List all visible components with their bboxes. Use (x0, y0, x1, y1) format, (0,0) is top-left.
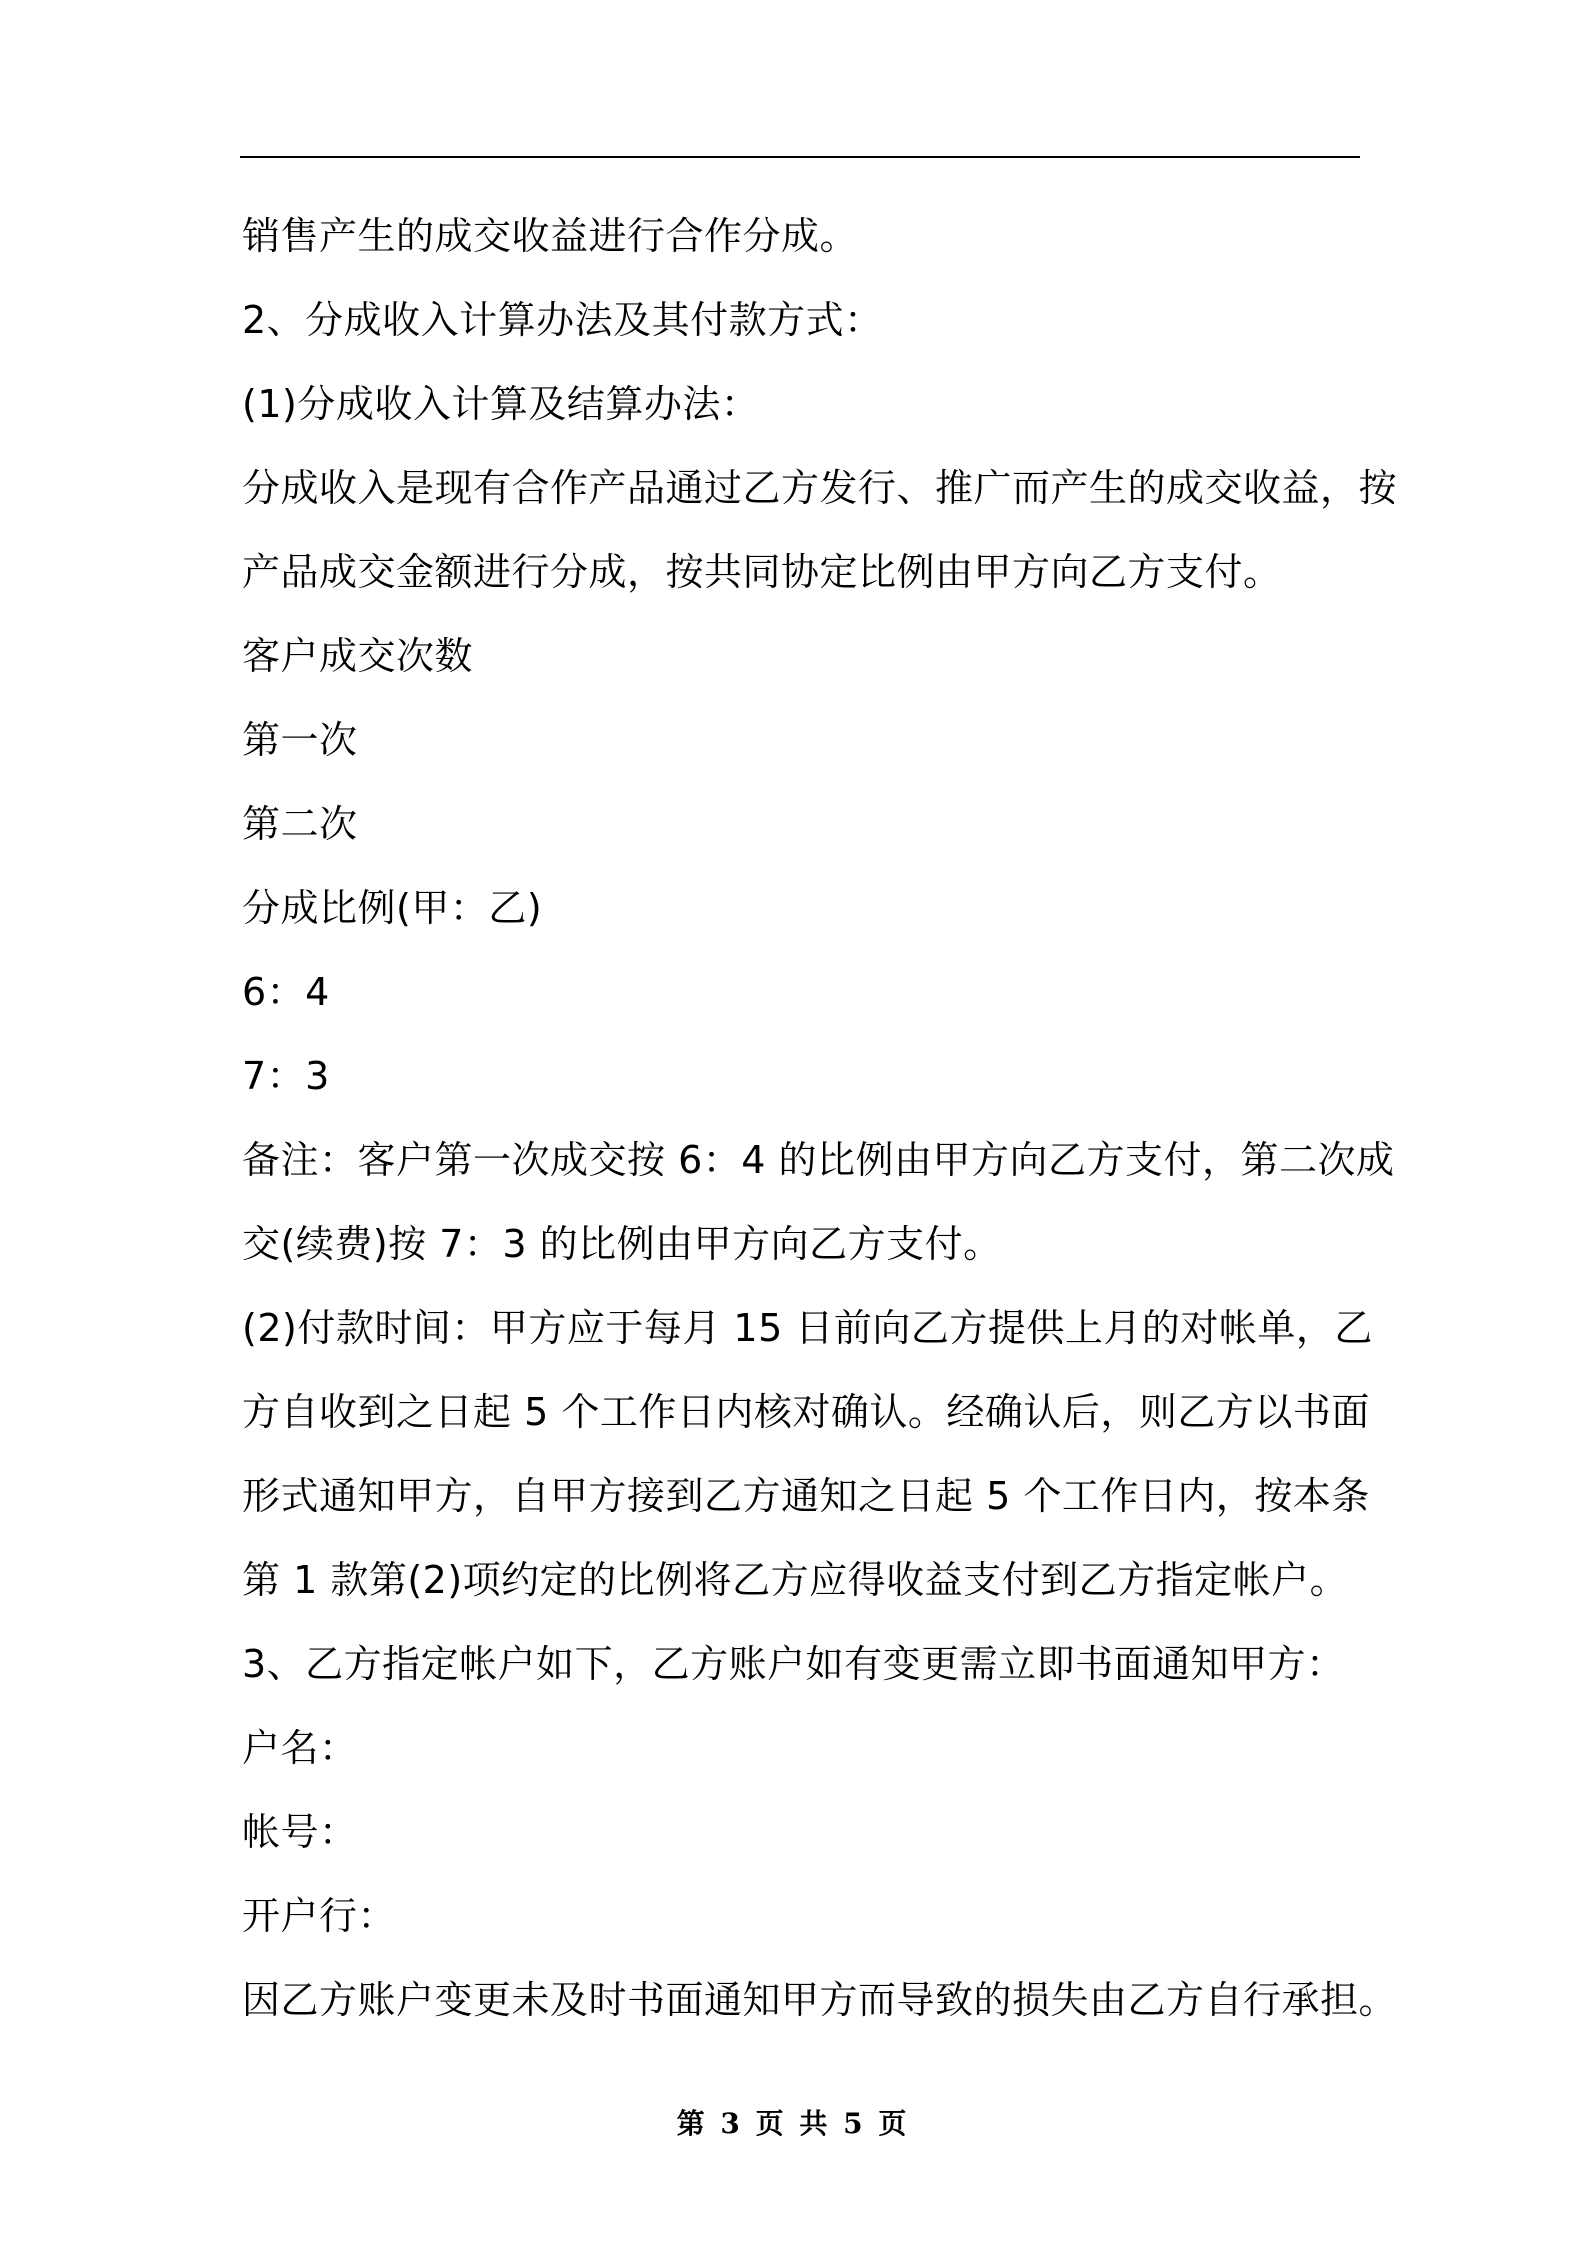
paragraph-line: 形式通知甲方，自甲方接到乙方通知之日起 5 个工作日内，按本条 (242, 1474, 1370, 1518)
page-number-footer: 第 3 页 共 5 页 (676, 2107, 910, 2140)
account-name-field: 户名： (242, 1726, 358, 1770)
header-divider (240, 156, 1360, 158)
paragraph-line: 方自收到之日起 5 个工作日内核对确认。经确认后，则乙方以书面 (242, 1390, 1370, 1434)
table-cell-first: 第一次 (242, 718, 358, 762)
table-cell-second: 第二次 (242, 802, 358, 846)
table-header-ratio: 分成比例(甲：乙) (242, 886, 543, 930)
paragraph-line: 分成收入是现有合作产品通过乙方发行、推广而产生的成交收益，按 (242, 466, 1398, 510)
table-header-count: 客户成交次数 (242, 634, 474, 678)
table-cell-ratio-first: 6：4 (242, 970, 330, 1014)
account-number-field: 帐号： (242, 1810, 358, 1854)
paragraph-line: 因乙方账户变更未及时书面通知甲方而导致的损失由乙方自行承担。 (242, 1978, 1398, 2022)
section-heading: 2、分成收入计算办法及其付款方式： (242, 298, 883, 342)
paragraph-line: 产品成交金额进行分成，按共同协定比例由甲方向乙方支付。 (242, 550, 1282, 594)
bank-field: 开户行： (242, 1894, 397, 1938)
document-body (242, 194, 1398, 2042)
remark-line: 备注：客户第一次成交按 6：4 的比例由甲方向乙方支付，第二次成 (242, 1138, 1395, 1182)
section-heading: 3、乙方指定帐户如下，乙方账户如有变更需立即书面通知甲方： (242, 1642, 1345, 1686)
table-cell-ratio-second: 7：3 (242, 1054, 330, 1098)
paragraph-line: 第 1 款第(2)项约定的比例将乙方应得收益支付到乙方指定帐户。 (242, 1558, 1349, 1602)
remark-line: 交(续费)按 7：3 的比例由甲方向乙方支付。 (242, 1222, 1002, 1266)
paragraph-line: (2)付款时间：甲方应于每月 15 日前向乙方提供上月的对帐单，乙 (242, 1306, 1373, 1350)
subsection-heading: (1)分成收入计算及结算办法： (242, 382, 760, 426)
paragraph-line: 销售产生的成交收益进行合作分成。 (242, 214, 859, 258)
